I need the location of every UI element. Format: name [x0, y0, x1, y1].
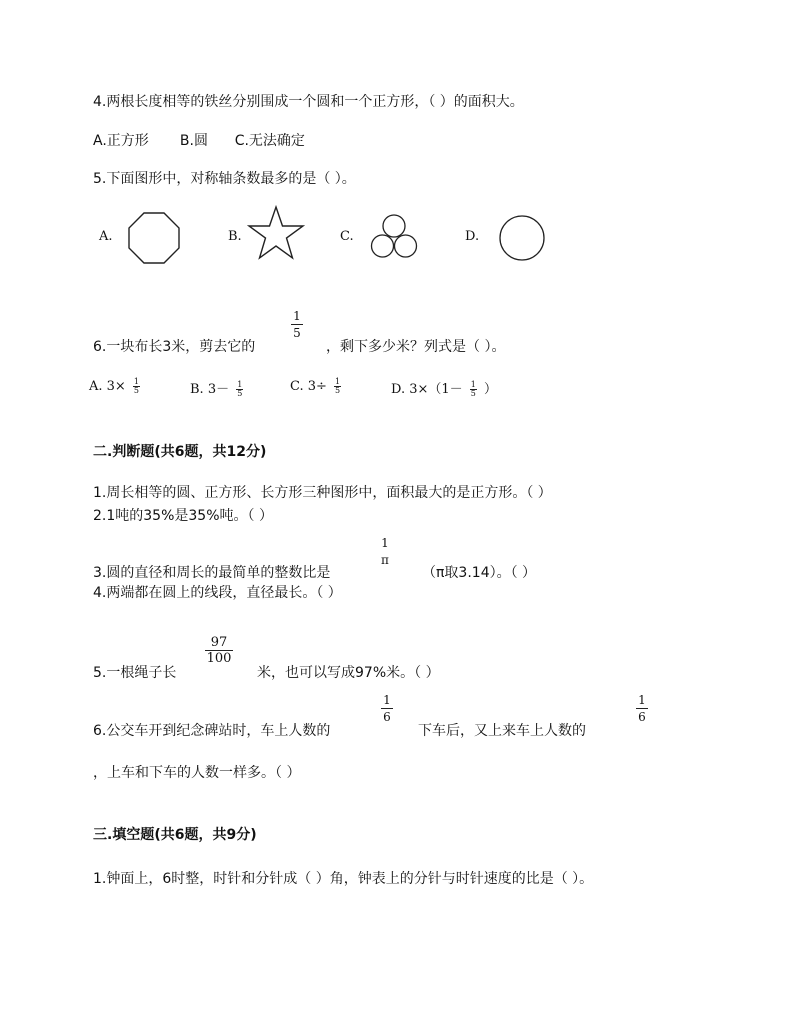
star-shape	[248, 206, 304, 260]
q6-option-a-den: 5	[133, 386, 140, 395]
s2-q4: 4.两端都在圆上的线段，直径最长。（ ）	[93, 585, 342, 601]
q6-option-b-den: 5	[237, 389, 243, 398]
q6-option-d-prefix: D. 3×（1－	[391, 382, 463, 397]
q6-frac-num: 1	[293, 309, 301, 323]
s2-q3-fraction	[379, 537, 391, 566]
q6-option-b-prefix: B. 3－	[190, 382, 230, 397]
q5-label-c: C.	[340, 229, 354, 244]
s2-q6-num-2: 1	[638, 693, 646, 707]
q6-option-c-fraction	[334, 378, 341, 395]
q6-option-b-num: 1	[237, 380, 243, 389]
q5-label-d: D.	[465, 229, 480, 244]
s2-q3-after: （π取3.14）。（ ）	[422, 565, 537, 581]
q6-option-c-prefix: C. 3÷	[290, 379, 327, 394]
q6-stem-after: ，剩下多少米？列式是（ ）。	[326, 339, 506, 355]
q5-label-b: B.	[228, 229, 242, 244]
s2-q5-before: 5.一根绳子长	[93, 665, 177, 681]
q6-option-c	[290, 378, 344, 395]
s2-q6-before: 6.公交车开到纪念碑站时，车上人数的	[93, 723, 331, 739]
s2-q5-num: 97	[210, 635, 228, 650]
q6-option-c-den: 5	[335, 386, 341, 395]
s2-q3-before: 3.圆的直径和周长的最简单的整数比是	[93, 565, 331, 581]
octagon-shape	[128, 212, 180, 264]
s2-q6-fraction-1	[381, 694, 393, 723]
q6-option-b-fraction	[236, 381, 243, 398]
q6-option-d-fraction	[470, 381, 477, 398]
circle-shape	[498, 214, 546, 262]
s2-q2: 2.1吨的35%是35%吨。（ ）	[93, 508, 273, 524]
s2-q5-fraction	[205, 636, 233, 665]
q6-option-a-fraction	[133, 378, 140, 395]
q6-option-c-num: 1	[335, 377, 341, 386]
q6-option-d	[391, 378, 497, 398]
s2-q6-fraction-2	[636, 694, 648, 723]
s2-q5-den: 100	[206, 651, 232, 666]
q6-stem-before: 6.一块布长3米，剪去它的	[93, 339, 256, 355]
s2-q1: 1.周长相等的圆、正方形、长方形三种图形中，面积最大的是正方形。（ ）	[93, 485, 552, 501]
s2-q6-mid: 下车后，又上来车上人数的	[418, 723, 586, 739]
s2-q6-after: ，上车和下车的人数一样多。（ ）	[93, 765, 301, 781]
s2-q5-after: 米，也可以写成97%米。（ ）	[257, 665, 440, 681]
s2-q3-bar	[379, 551, 391, 552]
q4-stem: 4.两根长度相等的铁丝分别围成一个圆和一个正方形，（ ）的面积大。	[93, 94, 524, 110]
s2-q3-num: 1	[381, 536, 389, 550]
s3-q1: 1.钟面上，6时整，时针和分针成（ ）角，钟表上的分针与时针速度的比是（ ）。	[93, 871, 594, 887]
q6-option-d-den: 5	[470, 389, 476, 398]
q6-option-a	[89, 378, 143, 395]
s2-q6-den-1: 6	[383, 710, 391, 724]
q6-fraction	[291, 310, 303, 339]
section2-title: 二.判断题(共6题，共12分)	[93, 444, 267, 460]
q5-label-a: A.	[99, 229, 113, 244]
s2-q6-num-1: 1	[383, 693, 391, 707]
section3-title: 三.填空题(共6题，共9分)	[93, 827, 257, 843]
s2-q6-bar-2	[636, 708, 648, 709]
q5-stem: 5.下面图形中，对称轴条数最多的是（ ）。	[93, 171, 356, 187]
s2-q6-bar-1	[381, 708, 393, 709]
q4-options: A.正方形 B.圆 C.无法确定	[93, 133, 305, 149]
s2-q3-den: π	[381, 553, 389, 567]
q6-option-d-suffix: ）	[483, 382, 497, 397]
q6-option-d-num: 1	[470, 380, 476, 389]
s2-q6-den-2: 6	[638, 710, 646, 724]
q6-frac-den: 5	[293, 326, 301, 340]
q6-frac-bar	[291, 324, 303, 325]
q6-option-a-num: 1	[133, 377, 140, 386]
q6-option-b	[190, 378, 246, 398]
three-circles-shape	[368, 212, 420, 260]
q6-option-a-prefix: A. 3×	[89, 379, 126, 394]
